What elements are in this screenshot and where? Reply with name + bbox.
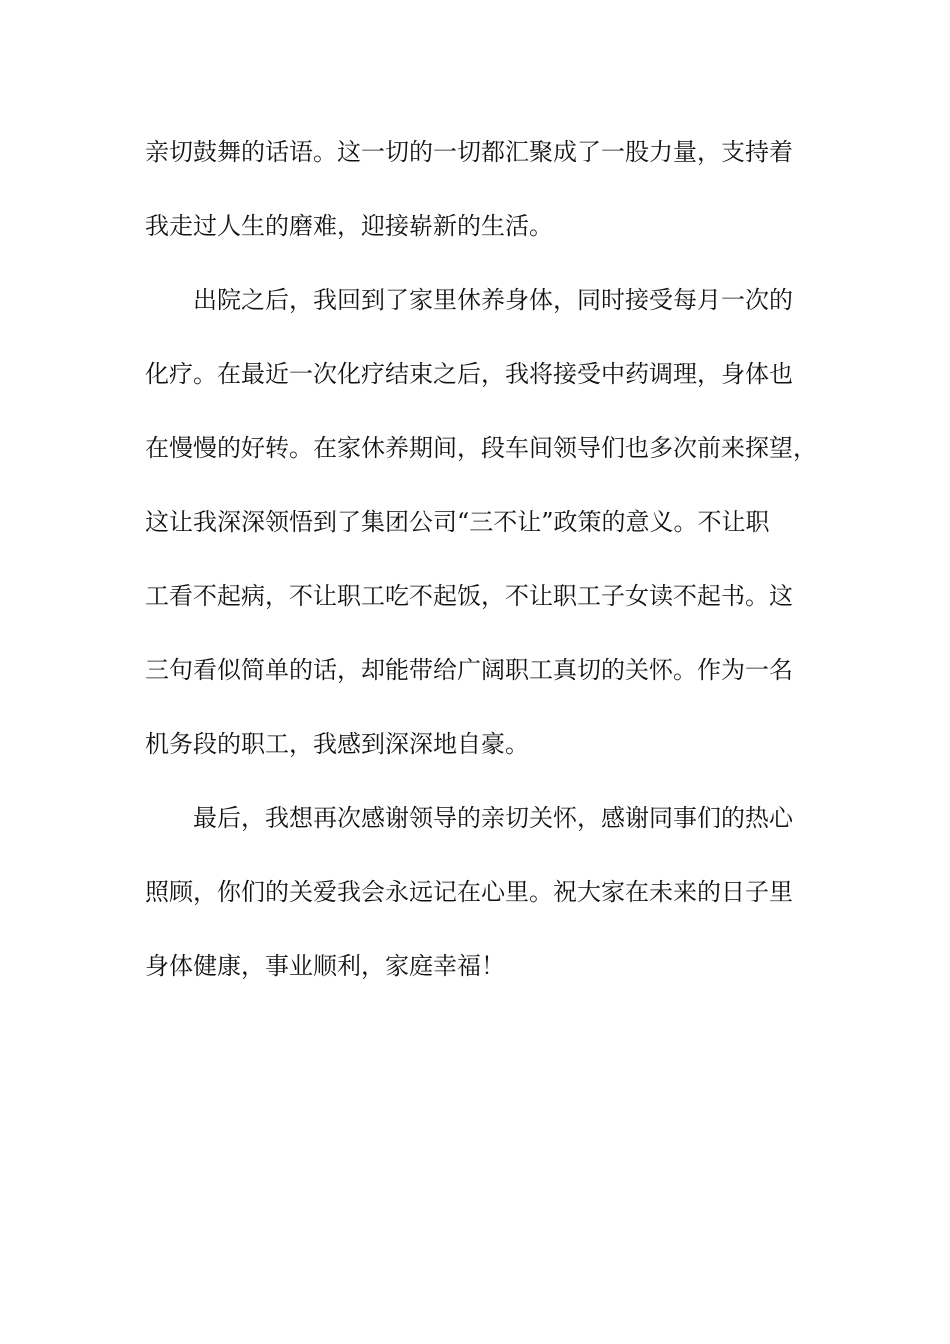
text-line: 最后，我想再次感谢领导的亲切关怀，感谢同事们的热心 [193, 804, 793, 832]
text-line: 出院之后，我回到了家里休养身体，同时接受每月一次的 [193, 286, 793, 314]
text-line: 身体健康，事业顺利，家庭幸福！ [145, 952, 505, 980]
text-line: 我走过人生的磨难，迎接崭新的生活。 [145, 212, 553, 240]
text-line: 工看不起病，不让职工吃不起饭，不让职工子女读不起书。这 [145, 582, 793, 610]
text-line: 三句看似简单的话，却能带给广阔职工真切的关怀。作为一名 [145, 656, 793, 684]
text-line: 化疗。在最近一次化疗结束之后，我将接受中药调理，身体也 [145, 360, 793, 388]
text-line: 照顾，你们的关爱我会永远记在心里。祝大家在未来的日子里 [145, 878, 793, 906]
text-line: 机务段的职工，我感到深深地自豪。 [145, 730, 529, 758]
body-text [145, 128, 825, 1016]
text-line: 这让我深深领悟到了集团公司“三不让”政策的意义。不让职 [145, 508, 770, 536]
text-line: 亲切鼓舞的话语。这一切的一切都汇聚成了一股力量，支持着 [145, 138, 793, 166]
text-line: 在慢慢的好转。在家休养期间，段车间领导们也多次前来探望， [145, 434, 817, 462]
